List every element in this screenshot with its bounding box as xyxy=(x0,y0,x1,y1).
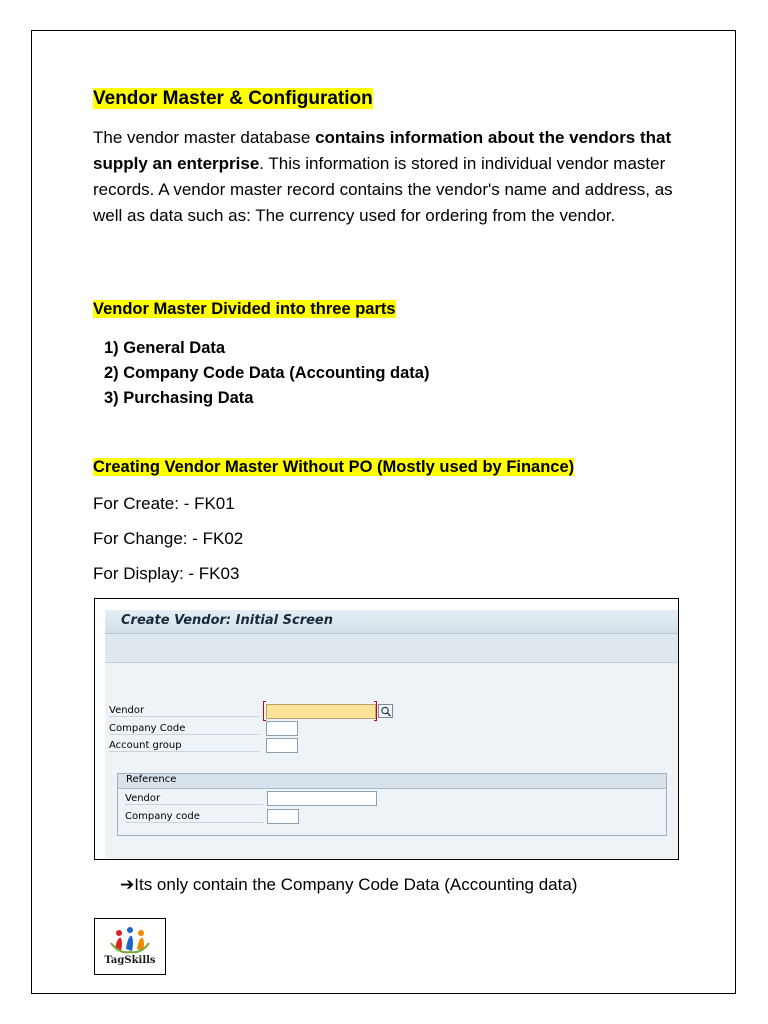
note-text: ➔Its only contain the Company Code Data (Accounting data) xyxy=(120,875,578,894)
sap-toolbar xyxy=(105,634,678,663)
reference-vendor-label: Vendor xyxy=(125,793,263,805)
search-help-button[interactable] xyxy=(378,704,393,718)
account-group-input[interactable] xyxy=(266,738,298,753)
sap-screenshot xyxy=(94,598,679,860)
tcode-create: For Create: - FK01 xyxy=(93,494,235,513)
tcode-display: For Display: - FK03 xyxy=(93,564,240,583)
sap-title-bar xyxy=(105,610,678,634)
reference-company-code-label: Company code xyxy=(125,811,263,823)
vendor-label: Vendor xyxy=(109,705,259,717)
arrow-right-icon: ➔ xyxy=(120,875,135,894)
intro-paragraph: The vendor master database contains information about the vendors that supply an enterprise. This information is stored in individual vendor master records. A vendor master record contains the vendor's name and address, as well as data such as: The currency used for ordering from the vendor. xyxy=(93,128,673,225)
section-heading-parts: Vendor Master Divided into three parts xyxy=(93,300,396,318)
sap-screen-title: Create Vendor: Initial Screen xyxy=(121,613,333,628)
tagskills-logo xyxy=(94,918,166,975)
reference-title: Reference xyxy=(126,774,177,785)
reference-company-code-input[interactable] xyxy=(267,809,299,824)
reference-group xyxy=(117,773,667,836)
company-code-input[interactable] xyxy=(266,721,298,736)
account-group-label: Account group xyxy=(109,740,259,752)
page-title: Vendor Master & Configuration xyxy=(93,88,373,109)
tcode-change: For Change: - FK02 xyxy=(93,529,244,548)
logo-text: TagSkills xyxy=(104,955,156,966)
search-icon xyxy=(380,706,392,717)
list-item: 2) Company Code Data (Accounting data) xyxy=(104,364,430,382)
parts-list xyxy=(104,336,429,411)
list-item: 1) General Data xyxy=(104,339,226,357)
company-code-label: Company Code xyxy=(109,723,259,735)
reference-vendor-input[interactable] xyxy=(267,791,377,806)
people-logo-icon xyxy=(95,921,165,957)
section-heading-create: Creating Vendor Master Without PO (Mostly used by Finance) xyxy=(93,458,575,476)
required-marker-right xyxy=(374,701,377,721)
vendor-input[interactable] xyxy=(266,704,376,719)
reference-header xyxy=(118,774,666,789)
sap-body xyxy=(105,663,678,859)
list-item: 3) Purchasing Data xyxy=(104,389,254,407)
